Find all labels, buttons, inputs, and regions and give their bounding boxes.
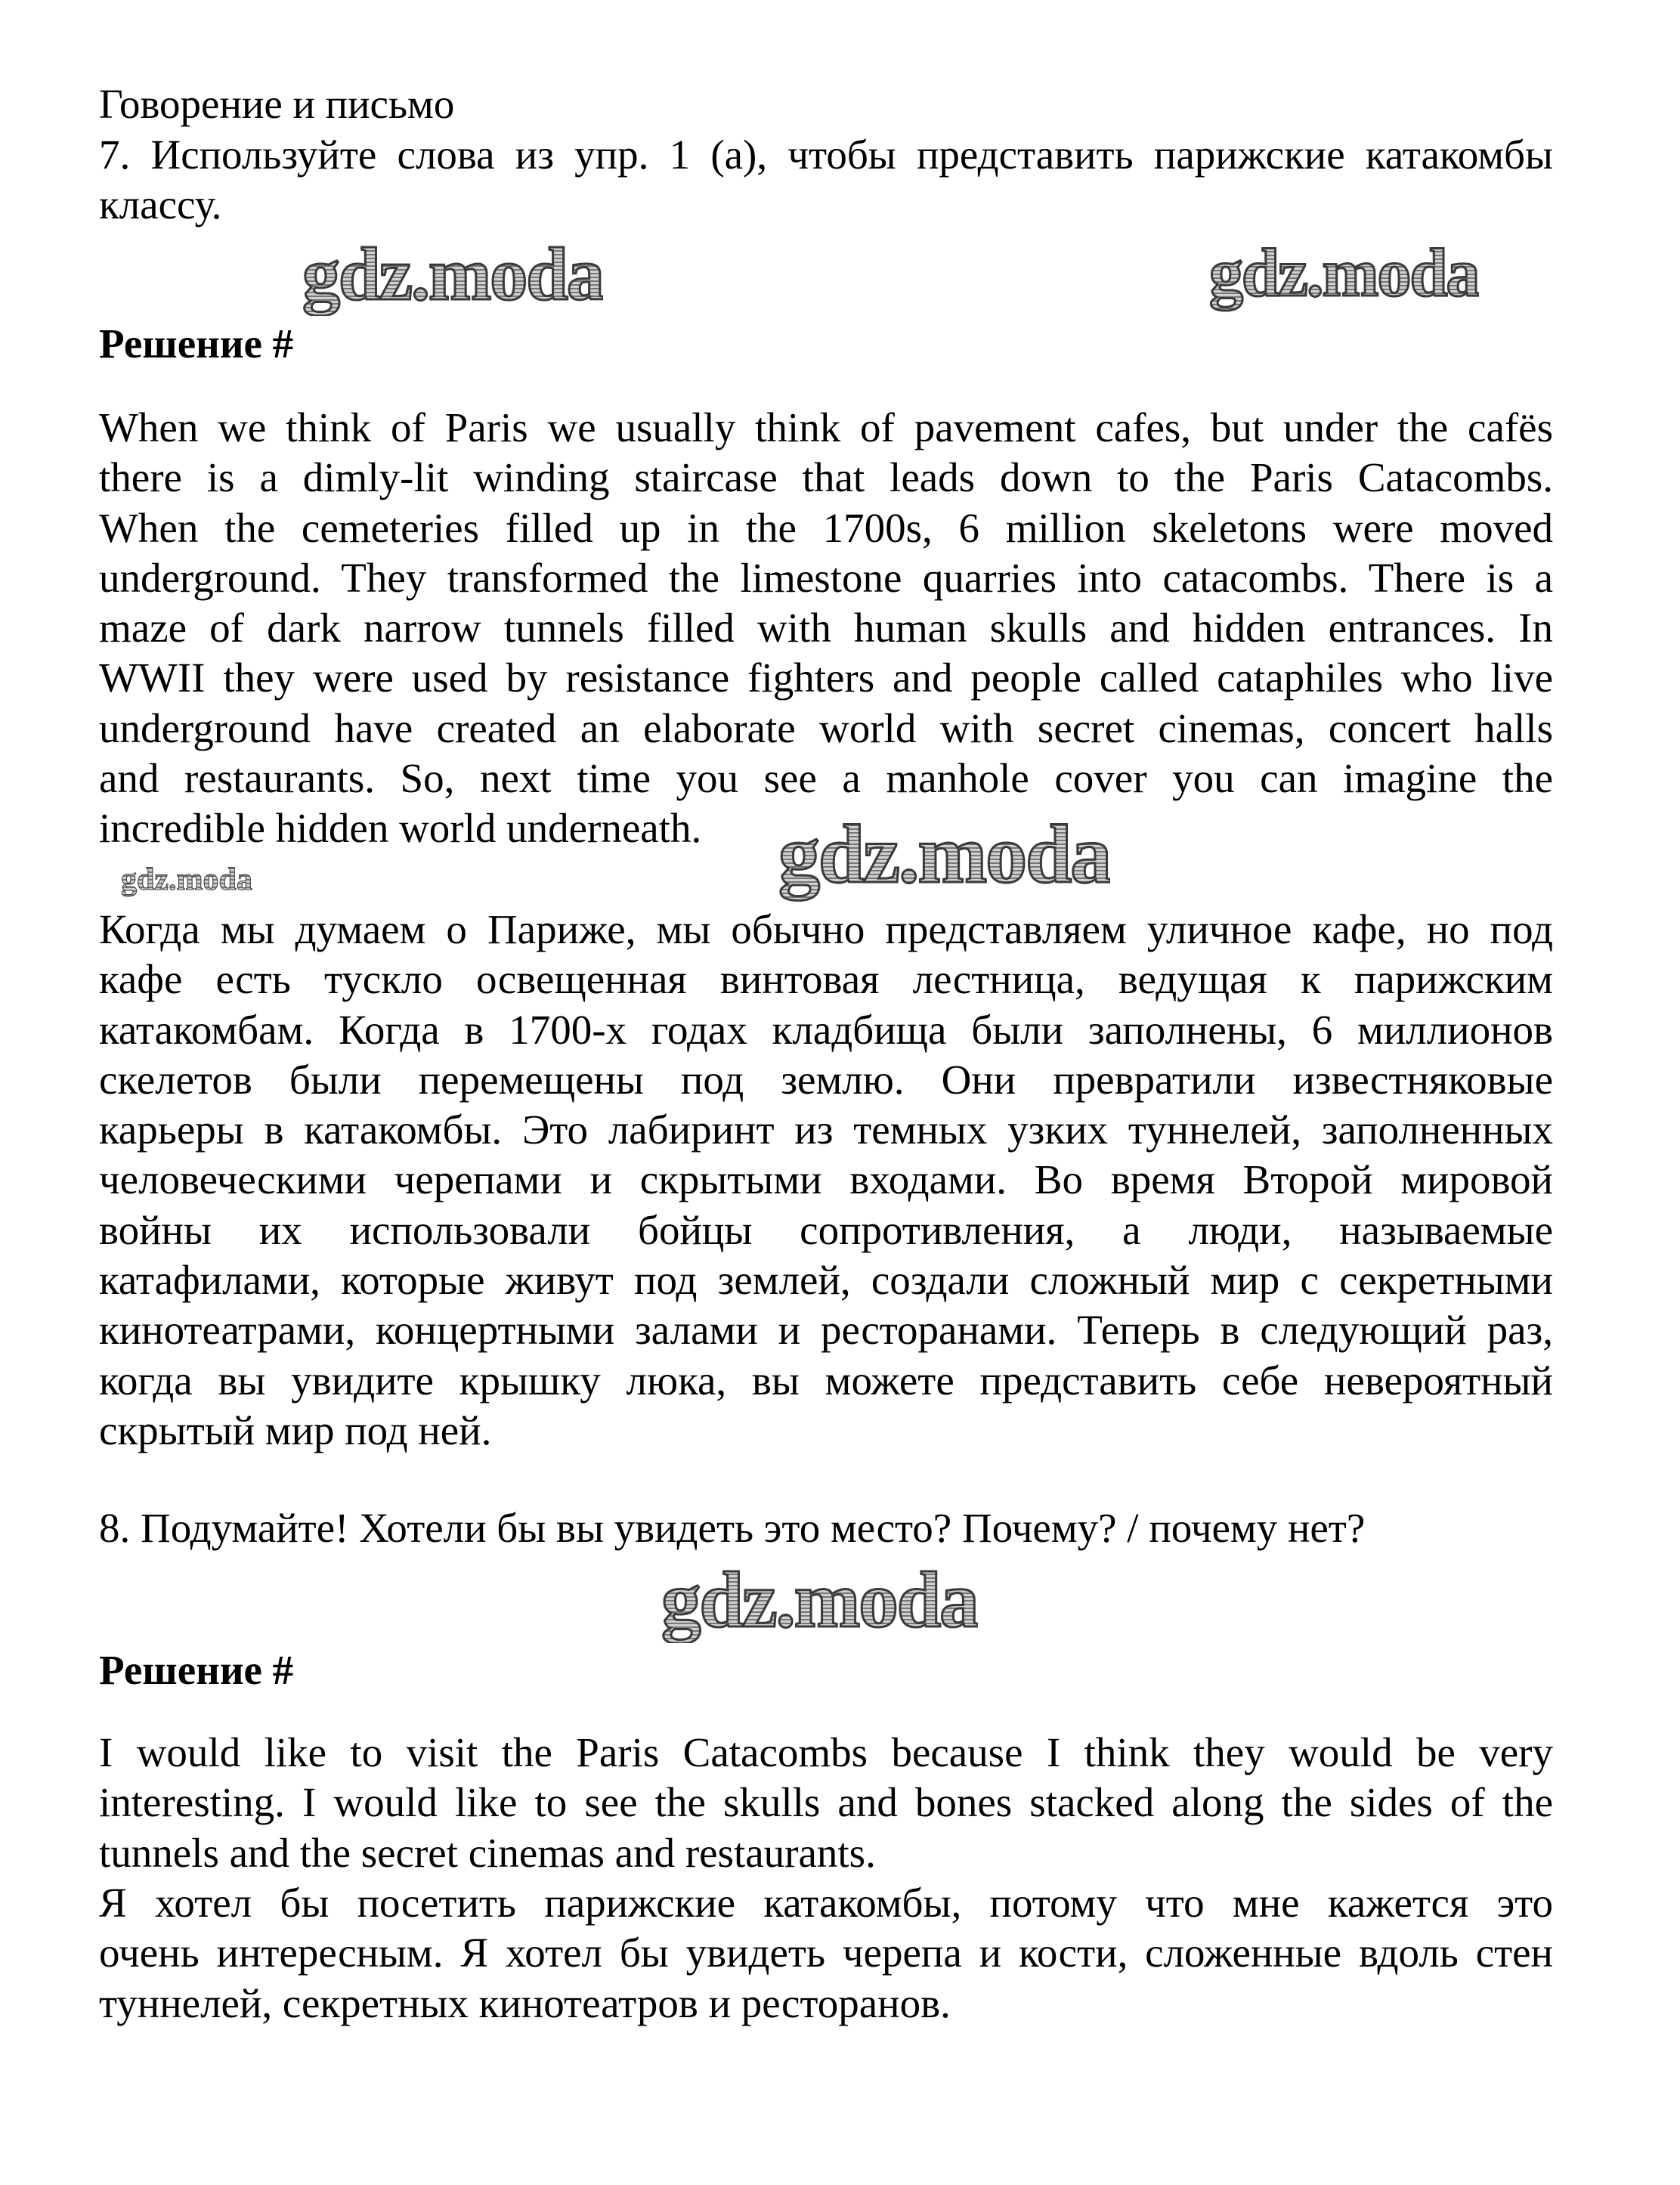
answer-7-english [99, 403, 1553, 854]
task-8-block [99, 1503, 1553, 1553]
text-line: когда вы увидите крышку люка, вы можете представить себе невероятный [99, 1357, 1553, 1404]
text-line: interesting. I would like to see the skulls and bones stacked along the sides of the [99, 1779, 1553, 1826]
text-line: очень интересным. Я хотел бы увидеть черепа и кости, сложенные вдоль стен [99, 1930, 1553, 1976]
task-7 [99, 130, 1553, 231]
solution-label-7 [99, 319, 1553, 369]
text-line: When we think of Paris we usually think of pavement cafes, but under the cafës [99, 404, 1553, 450]
watermark: gdz.moda [661, 1556, 978, 1643]
text-line: When the cemeteries filled up in the 1700s, 6 million skeletons were moved [99, 504, 1553, 551]
solution-heading: Решение # [99, 320, 294, 367]
text-line: WWII they were used by resistance fighters and people called cataphiles who live [99, 655, 1553, 701]
text-line: tunnels and the secret cinemas and restaurants. [99, 1829, 876, 1876]
text-line: underground. They transformed the limestone quarries into catacombs. There is a [99, 554, 1553, 601]
text-line: туннелей, секретных кинотеатров и ресторанов. [99, 1979, 951, 2026]
text-line: and restaurants. So, next time you see a manhole cover you can imagine the [99, 755, 1553, 802]
section-title: Говорение и письмо [99, 81, 455, 127]
answer-7-russian [99, 905, 1553, 1456]
text-line: человеческими черепами и скрытыми входами. Во время Второй мировой [99, 1156, 1553, 1203]
watermark: gdz.moda [1209, 234, 1479, 313]
watermark: gdz.moda [302, 233, 603, 316]
text-line: катакомбам. Когда в 1700-х годах кладбища были заполнены, 6 миллионов [99, 1006, 1553, 1053]
text-line: кинотеатрами, концертными залами и ресторанами. Теперь в следующий раз, [99, 1307, 1553, 1354]
text-line: 7. Используйте слова из упр. 1 (a), чтобы представить парижские катакомбы [99, 132, 1553, 178]
solution-label-8 [99, 1645, 1553, 1695]
text-line: скелетов были перемещены под землю. Они превратили известняковые [99, 1056, 1553, 1103]
text-line: скрытый мир под ней. [99, 1407, 492, 1453]
answer-8-english [99, 1728, 1553, 1878]
text-line: Когда мы думаем о Париже, мы обычно представляем уличное кафе, но под [99, 906, 1553, 952]
text-line: underground have created an elaborate world with secret cinemas, concert halls [99, 704, 1553, 751]
text-line: карьеры в катакомбы. Это лабиринт из темных узких туннелей, заполненных [99, 1106, 1553, 1153]
answer-8-russian [99, 1878, 1553, 2029]
text-line: катафилами, которые живут под землей, создали сложный мир с секретными [99, 1257, 1553, 1304]
section-title-block [99, 79, 1553, 129]
text-line: incredible hidden world underneath. [99, 805, 702, 852]
task-8: 8. Подумайте! Хотели бы вы увидеть это место? Почему? / почему нет? [99, 1505, 1366, 1551]
text-line: войны их использовали бойцы сопротивления, а люди, называемые [99, 1206, 1553, 1253]
solution-heading: Решение # [99, 1647, 294, 1693]
text-line: I would like to visit the Paris Catacombs because I think they would be very [99, 1729, 1553, 1775]
text-line: классу. [99, 181, 222, 228]
text-line: there is a dimly-lit winding staircase that leads down to the Paris Catacombs. [99, 454, 1553, 501]
text-line: maze of dark narrow tunnels filled with human skulls and hidden entrances. In [99, 605, 1553, 651]
watermark: gdz.moda [778, 808, 1111, 900]
watermark: gdz.moda [121, 860, 252, 899]
text-line: Я хотел бы посетить парижские катакомбы, потому что мне кажется это [99, 1880, 1553, 1926]
text-line: кафе есть тускло освещенная винтовая лестница, ведущая к парижским [99, 956, 1553, 1003]
